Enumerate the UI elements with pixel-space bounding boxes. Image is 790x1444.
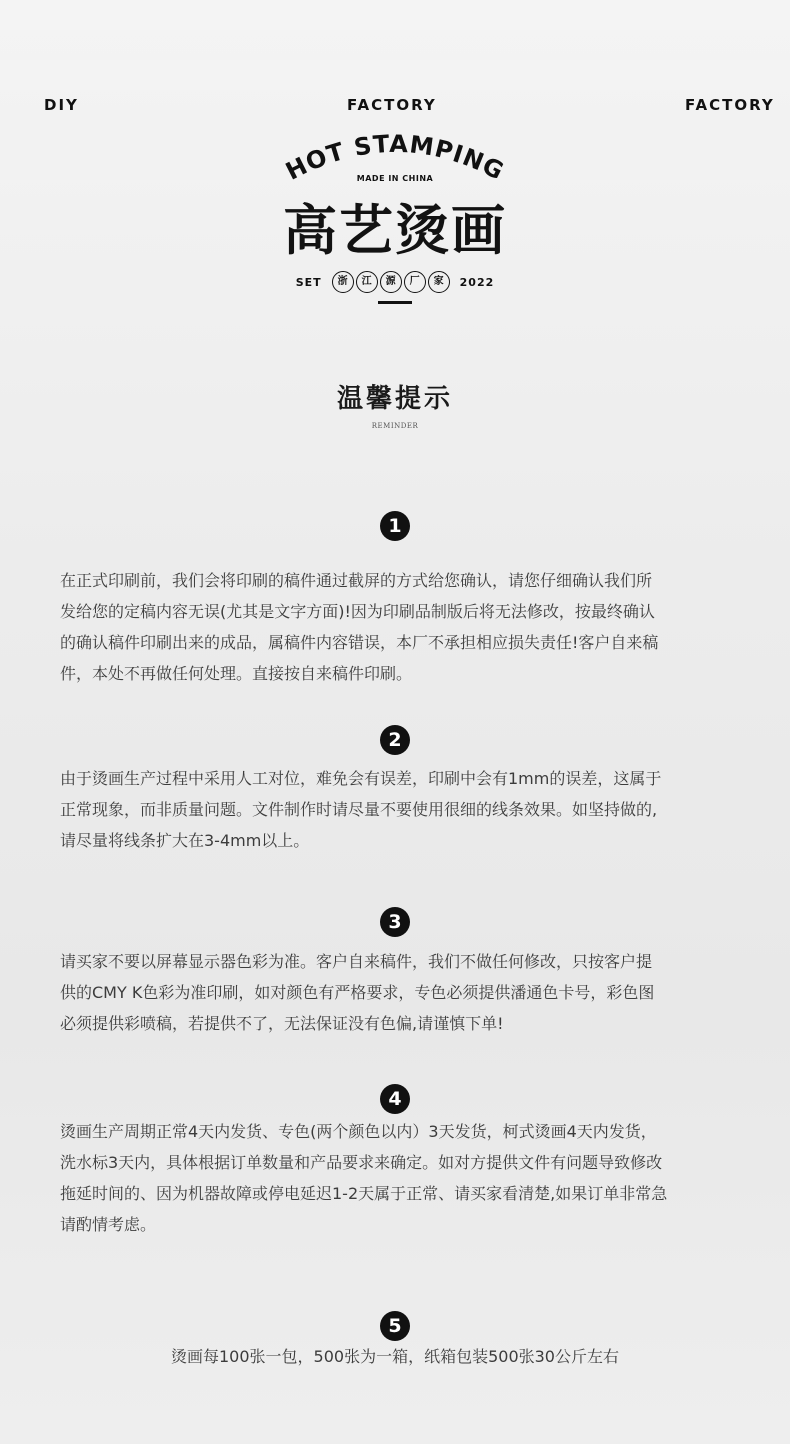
header-center-label: FACTORY: [347, 96, 437, 114]
reminder-subtitle: REMINDER: [371, 422, 419, 430]
text-line: 请买家不要以屏幕显示器色彩为准。客户自来稿件，我们不做任何修改，只按客户提: [60, 952, 653, 971]
logo-arc: [275, 125, 515, 190]
text-line: 拖延时间的、因为机器故障或停电延迟1-2天属于正常、请买家看清楚,如果订单非常急: [60, 1184, 668, 1203]
item-text-1: [60, 565, 740, 689]
text-line: 的确认稿件印刷出来的成品，属稿件内容错误，本厂不承担相应损失责任!客户自来稿: [60, 633, 659, 652]
set-prefix: SET: [295, 275, 322, 289]
brand-name: 高艺烫画: [283, 199, 507, 262]
text-line: 洗水标3天内，具体根据订单数量和产品要求来确定。如对方提供文件有问题导致修改: [60, 1153, 663, 1172]
text-line: 由于烫画生产过程中采用人工对位，难免会有误差，印刷中会有1mm的误差，这属于: [60, 769, 662, 788]
set-line: [0, 271, 790, 293]
reminder-title: 温馨提示: [336, 384, 453, 414]
item-number-5: 5: [380, 1311, 410, 1341]
text-line: 供的CMY K色彩为准印刷，如对颜色有严格要求，专色必须提供潘通色卡号，彩色图: [60, 983, 655, 1002]
circled-char: 厂: [404, 271, 426, 293]
circled-char: 源: [380, 271, 402, 293]
text-line: 请尽量将线条扩大在3-4mm以上。: [60, 831, 310, 850]
item-text-5: 烫画每100张一包，500张为一箱，纸箱包装500张30公斤左右: [171, 1347, 619, 1366]
logo-made-in: MADE IN CHINA: [356, 174, 434, 183]
text-line: 必须提供彩喷稿，若提供不了，无法保证没有色偏,请谨慎下单!: [60, 1014, 504, 1033]
circled-char: 家: [428, 271, 450, 293]
text-line: 烫画生产周期正常4天内发货、专色(两个颜色以内）3天发货，柯式烫画4天内发货，: [60, 1122, 657, 1141]
circled-char: 浙: [332, 271, 354, 293]
item-number-4: 4: [380, 1084, 410, 1114]
set-year: 2022: [459, 275, 495, 289]
text-line: 在正式印刷前，我们会将印刷的稿件通过截屏的方式给您确认，请您仔细确认我们所: [60, 571, 653, 590]
circled-char: 江: [356, 271, 378, 293]
text-line: 发给您的定稿内容无误(尤其是文字方面)!因为印刷品制版后将无法修改，按最终确认: [60, 602, 655, 621]
item-text-3: [60, 946, 740, 1039]
text-line: 正常现象，而非质量问题。文件制作时请尽量不要使用很细的线条效果。如坚持做的,: [60, 800, 658, 819]
text-line: 件，本处不再做任何处理。直接按自来稿件印刷。: [60, 664, 413, 683]
logo-divider: [378, 301, 412, 304]
item-number-2: 2: [380, 725, 410, 755]
header-right-label: FACTORY: [685, 96, 775, 114]
item-text-4: [60, 1116, 740, 1240]
header-left-label: DIY: [44, 96, 79, 114]
text-line: 请酌情考虑。: [60, 1215, 157, 1234]
item-number-1: 1: [380, 511, 410, 541]
logo-arc-text: HOT STAMPING: [281, 129, 509, 186]
item-text-2: [60, 763, 740, 856]
circled-chars: [331, 271, 451, 293]
item-number-3: 3: [380, 907, 410, 937]
